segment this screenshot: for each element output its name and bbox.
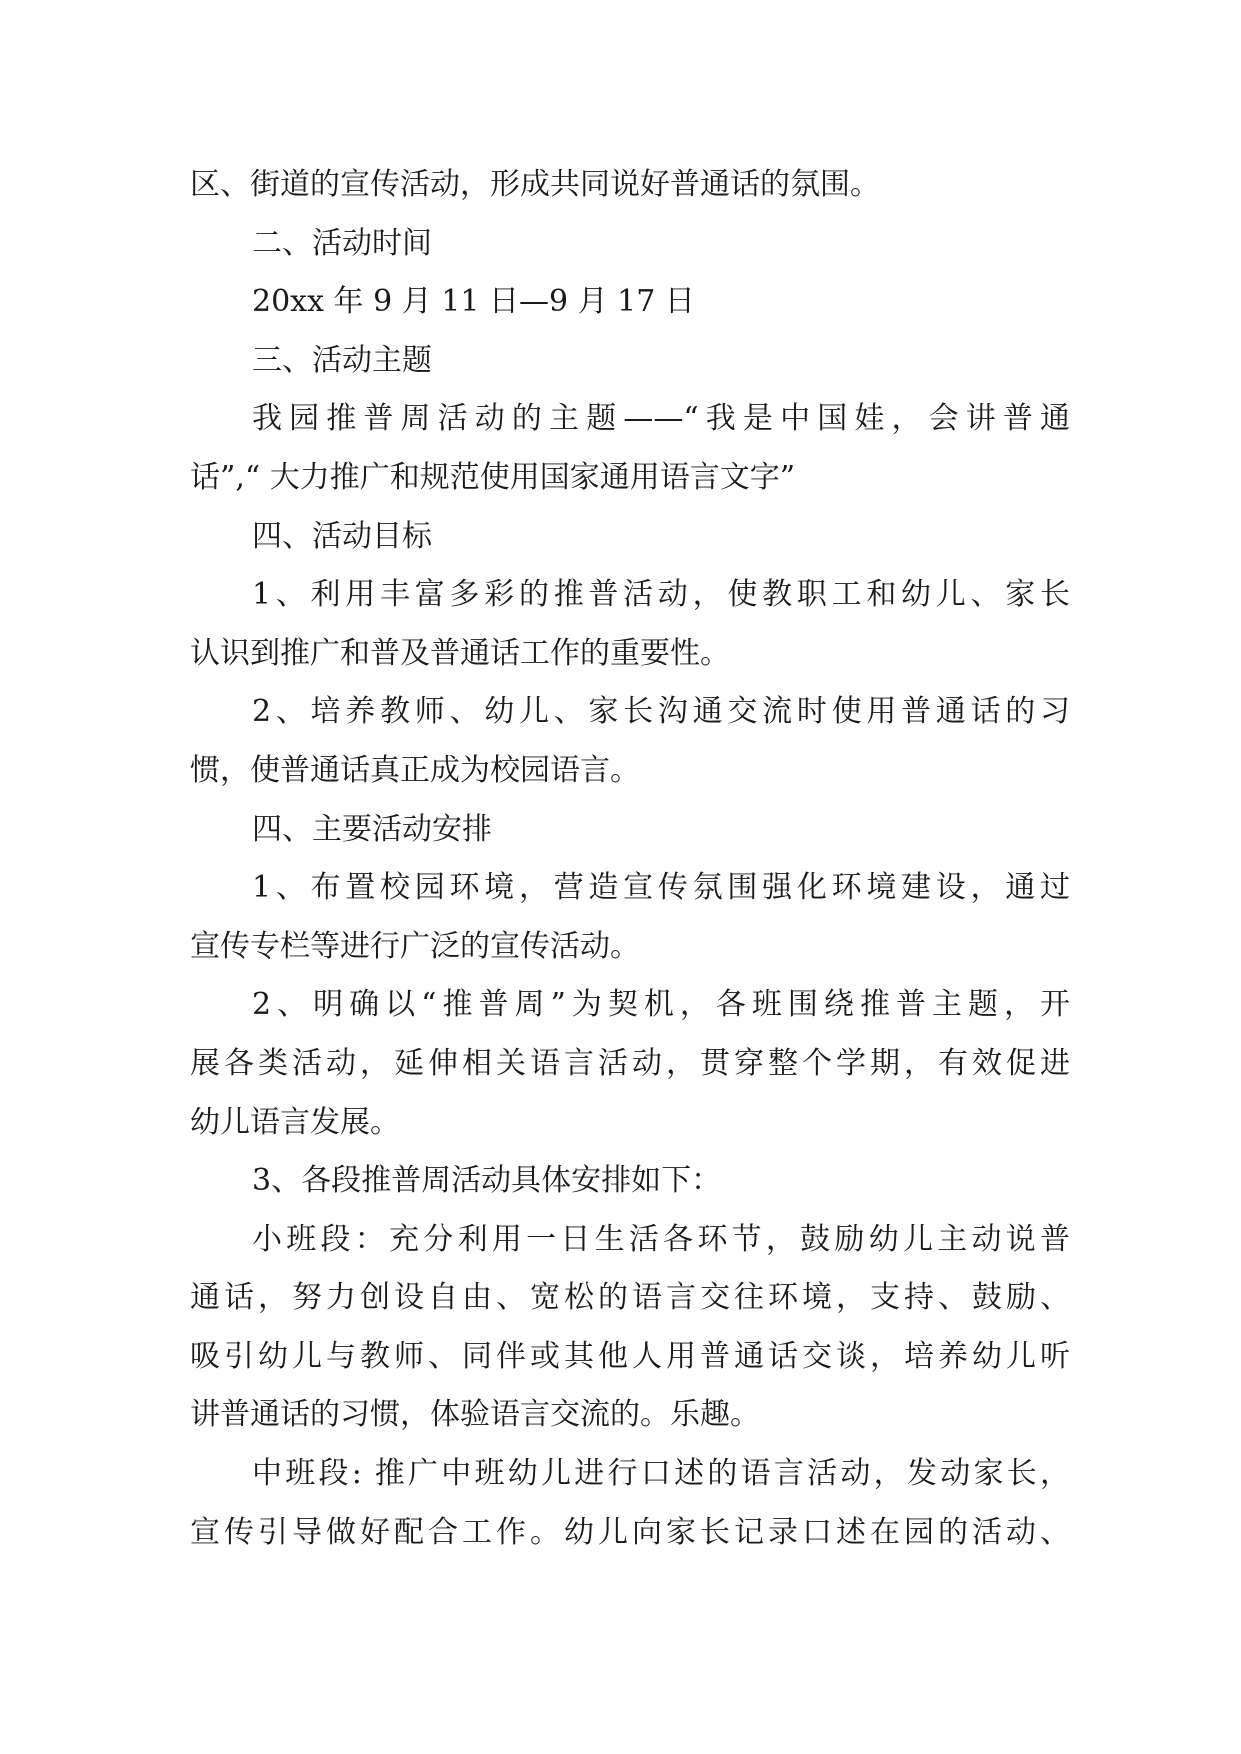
text-line: 宣传专栏等进行广泛的宣传活动。 — [190, 928, 640, 964]
text-line: 2、培养教师、幼儿、家长沟通交流时使用普通话的习 — [252, 694, 1070, 730]
text-line: 3、各段推普周活动具体安排如下： — [252, 1163, 722, 1199]
text-line: 20xx 年 9 月 11 日—9 月 17 日 — [252, 284, 695, 320]
text-line: 惯，使普通话真正成为校园语言。 — [190, 752, 640, 788]
text-line: 1、布置校园环境，营造宣传氛围强化环境建设，通过 — [252, 870, 1070, 906]
text-line: 宣传引导做好配合工作。幼儿向家长记录口述在园的活动、 — [190, 1514, 1070, 1550]
text-line: 1、利用丰富多彩的推普活动，使教职工和幼儿、家长 — [252, 577, 1070, 613]
text-line: 四、主要活动安排 — [252, 811, 492, 847]
text-line: 四、活动目标 — [252, 518, 432, 554]
text-line: 2、明确以“推普周”为契机，各班围绕推普主题，开 — [252, 987, 1070, 1023]
text-line: 话”,“ 大力推广和规范使用国家通用语言文字” — [190, 459, 796, 495]
text-line: 小班段：充分利用一日生活各环节，鼓励幼儿主动说普 — [252, 1221, 1070, 1257]
text-line: 认识到推广和普及普通话工作的重要性。 — [190, 635, 730, 671]
text-line: 展各类活动，延伸相关语言活动，贯穿整个学期，有效促进 — [190, 1045, 1070, 1081]
text-line: 通话，努力创设自由、宽松的语言交往环境，支持、鼓励、 — [190, 1280, 1070, 1316]
text-line: 讲普通话的习惯，体验语言交流的。乐趣。 — [190, 1397, 760, 1433]
text-line: 我园推普周活动的主题——“我是中国娃，会讲普通 — [252, 401, 1070, 437]
text-line: 三、活动主题 — [252, 342, 432, 378]
text-line: 幼儿语言发展。 — [190, 1104, 400, 1140]
text-line: 二、活动时间 — [252, 225, 432, 261]
text-line: 中班段: 推广中班幼儿进行口述的语言活动，发动家长， — [252, 1456, 1070, 1492]
text-line: 区、街道的宣传活动，形成共同说好普通话的氛围。 — [190, 167, 880, 202]
document-page — [190, 156, 1070, 1562]
text-line: 吸引幼儿与教师、同伴或其他人用普通话交谈，培养幼儿听 — [190, 1338, 1070, 1374]
